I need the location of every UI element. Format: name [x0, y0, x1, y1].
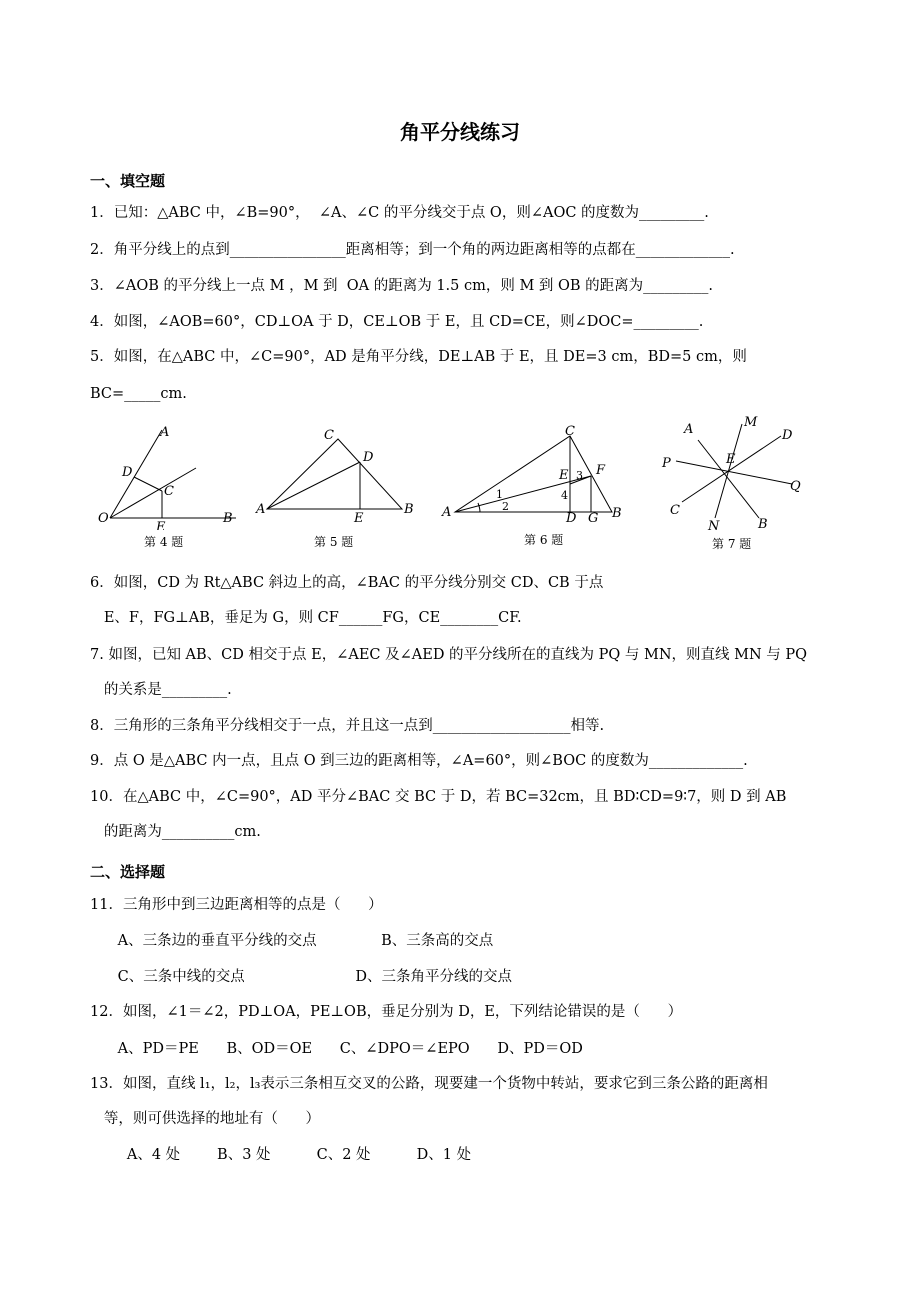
figure-4 [96, 418, 246, 530]
fig6-label-c: C [565, 424, 575, 439]
question-8: 8．三角形的三条角平分线相交于一点，并且这一点到___________________相等. [90, 718, 605, 734]
fig4-label-d: D [122, 465, 133, 480]
fig5-label-a: A [256, 502, 266, 517]
fig6-angle-1: 1 [496, 488, 503, 501]
fig7-label-e: E [726, 452, 736, 467]
question-3: 3．∠AOB 的平分线上一点 M ，M 到 OA 的距离为 1.5 cm，则 M 到 OB 的距离为_________. [90, 278, 714, 294]
question-11-options-cd: C、三条中线的交点 D、三条角平分线的交点 [90, 969, 512, 985]
section-choice: 二、选择题 [90, 863, 166, 881]
fig5-label-e: E [354, 511, 364, 524]
question-2: 2．角平分线上的点到________________距离相等；到一个角的两边距离相等的点都在_____________. [90, 242, 735, 258]
fig7-label-m: M [744, 415, 758, 430]
fig4-label-e: E [156, 520, 166, 530]
fig6-label-e: E [559, 468, 569, 483]
figure-5 [252, 424, 422, 524]
page-title: 角平分线练习 [400, 120, 520, 144]
question-10-line-2: 的距离为__________cm. [90, 824, 261, 840]
fig6-label-a: A [442, 505, 452, 520]
fig7-label-d: D [782, 428, 793, 443]
fig6-angle-4: 4 [561, 489, 568, 502]
question-13-line-2: 等，则可供选择的地址有（ ） [90, 1111, 320, 1127]
question-9: 9．点 O 是△ABC 内一点，且点 O 到三边的距离相等，∠A=60°，则∠BOC 的度数为_____________. [90, 753, 748, 769]
fig4-label-a: A [160, 425, 170, 440]
fig6-label-f: F [596, 463, 606, 478]
question-5-line-1: 5．如图，在△ABC 中，∠C=90°，AD 是角平分线，DE⊥AB 于 E，且 DE=3 cm，BD=5 cm，则 [90, 349, 747, 365]
fig5-label-b: B [404, 502, 414, 517]
fig6-angle-2: 2 [502, 500, 509, 513]
figure-7 [656, 410, 806, 532]
fig5-label-c: C [324, 428, 334, 443]
fig7-label-p: P [662, 456, 671, 471]
fig6-label-d: D [566, 511, 577, 524]
fig6-label-g: G [588, 511, 599, 524]
fig4-label-c: C [164, 484, 174, 499]
question-12-options: A、PD＝PE B、OD＝OE C、∠DPO＝∠EPO D、PD＝OD [90, 1041, 583, 1057]
question-11-options-ab: A、三条边的垂直平分线的交点 B、三条高的交点 [90, 933, 494, 949]
fig4-label-o: O [98, 511, 109, 526]
fig4-label-b: B [223, 511, 233, 526]
fig6-angle-3: 3 [576, 469, 583, 482]
fig7-label-c: C [670, 503, 680, 518]
fig7-label-b: B [758, 517, 768, 532]
fig5-label-d: D [363, 450, 374, 465]
question-10-line-1: 10．在△ABC 中，∠C=90°，AD 平分∠BAC 交 BC 于 D，若 BC=32cm，且 BD∶CD=9∶7，则 D 到 AB [90, 789, 787, 805]
fig6-label-b: B [612, 506, 622, 521]
question-7-line-2: 的关系是_________. [90, 682, 232, 698]
question-6-line-2: E、F，FG⊥AB，垂足为 G，则 CF______FG，CE________CF. [90, 610, 522, 626]
question-1: 1．已知：△ABC 中，∠B=90°， ∠A、∠C 的平分线交于点 O，则∠AOC 的度数为_________. [90, 205, 709, 221]
question-6-line-1: 6．如图，CD 为 Rt△ABC 斜边上的高，∠BAC 的平分线分别交 CD、CB 于点 [90, 575, 604, 591]
fig7-label-q: Q [790, 479, 801, 494]
section-fill-in: 一、填空题 [90, 172, 166, 190]
question-5-line-2: BC=_____cm. [90, 386, 187, 402]
question-11: 11．三角形中到三边距离相等的点是（ ） [90, 897, 383, 913]
question-13-options: A、4 处 B、3 处 C、2 处 D、1 处 [90, 1147, 472, 1163]
question-12: 12．如图，∠1＝∠2，PD⊥OA，PE⊥OB，垂足分别为 D，E，下列结论错误的是（ ） [90, 1004, 683, 1020]
fig6-caption: 第 6 题 [524, 533, 564, 547]
fig5-caption: 第 5 题 [314, 535, 354, 549]
fig7-caption: 第 7 题 [712, 537, 752, 551]
question-4: 4．如图，∠AOB=60°，CD⊥OA 于 D，CE⊥OB 于 E，且 CD=CE，则∠DOC=_________. [90, 314, 704, 330]
figure-6 [440, 424, 630, 524]
question-7-line-1: 7. 如图，已知 AB、CD 相交于点 E，∠AEC 及∠AED 的平分线所在的直线为 PQ 与 MN，则直线 MN 与 PQ [90, 647, 808, 663]
fig4-caption: 第 4 题 [144, 535, 184, 549]
question-13-line-1: 13．如图，直线 l₁，l₂，l₃表示三条相互交叉的公路，现要建一个货物中转站，要求它到三条公路的距离相 [90, 1076, 768, 1092]
fig7-label-n: N [708, 519, 720, 532]
fig7-label-a: A [684, 422, 694, 437]
